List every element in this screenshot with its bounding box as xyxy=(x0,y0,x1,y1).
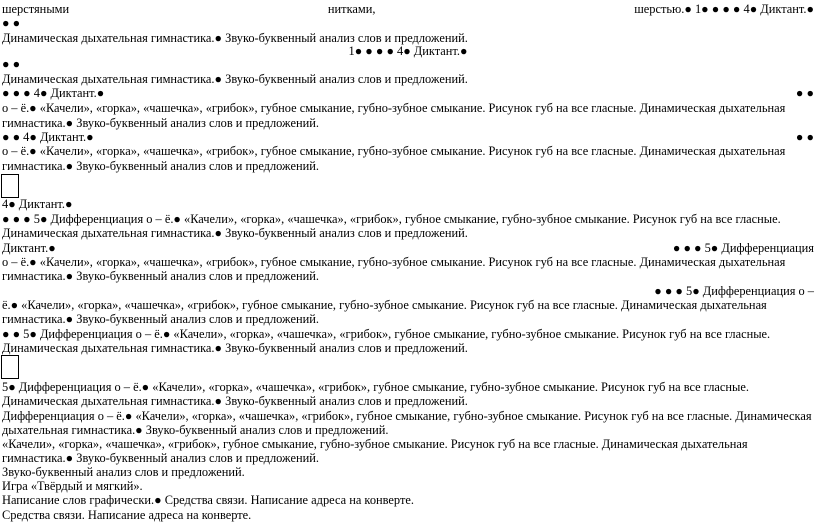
text-line: 1● ● ● ● 4● Диктант.● xyxy=(348,44,468,58)
text-line: о – ё.● «Качели», «горка», «чашечка», «грибок», губное смыкание, губно-зубное смыкание. Рисунок губ на все гласные. Динамическая дыхательная xyxy=(2,144,786,158)
text-line: ● ● xyxy=(2,16,21,30)
text-line: гимнастика.● Звуко-буквенный анализ слов и предложений. xyxy=(2,116,319,130)
word: шерстяными xyxy=(2,2,70,16)
text-line: ● ● ● 5● Дифференциация о – ё.● «Качели», «горка», «чашечка», «грибок», губное смыкание, губно-зубное смыкание. Рисунок губ на все гласные. xyxy=(2,212,781,226)
word: нитками, xyxy=(327,2,376,16)
text-line xyxy=(2,131,814,143)
text-fragment: ● ● xyxy=(795,86,814,100)
empty-box xyxy=(1,174,19,198)
text-fragment: ● ● ● 5● Дифференциация xyxy=(672,241,814,255)
text-line: Звуко-буквенный анализ слов и предложений. xyxy=(2,465,245,479)
text-line xyxy=(2,87,814,99)
word: шерстью.● 1● ● ● ● 4● Диктант.● xyxy=(634,2,814,16)
text-line: Динамическая дыхательная гимнастика.● Звуко-буквенный анализ слов и предложений. xyxy=(2,226,468,240)
text-line: ● ● ● 5● Дифференциация о – xyxy=(654,284,814,298)
text-line: «Качели», «горка», «чашечка», «грибок», губное смыкание, губно-зубное смыкание. Рисунок губ на все гласные. Динамическая дыхательная xyxy=(2,437,748,451)
text-line: гимнастика.● Звуко-буквенный анализ слов и предложений. xyxy=(2,159,319,173)
text-line: Динамическая дыхательная гимнастика.● Звуко-буквенный анализ слов и предложений. xyxy=(2,341,468,355)
text-line xyxy=(2,242,814,254)
text-line: Игра «Твёрдый и мягкий». xyxy=(2,479,143,493)
text-fragment: ● ● ● 4● Диктант.● xyxy=(2,86,105,100)
text-line: Написание слов графически.● Средства связи. Написание адреса на конверте. xyxy=(2,493,414,507)
text-line: Динамическая дыхательная гимнастика.● Звуко-буквенный анализ слов и предложений. xyxy=(2,31,468,45)
text-line: дыхательная гимнастика.● Звуко-буквенный анализ слов и предложений. xyxy=(2,423,389,437)
text-line: 5● Дифференциация о – ё.● «Качели», «горка», «чашечка», «грибок», губное смыкание, губно-зубное смыкание. Рисунок губ на все гласные. xyxy=(2,380,749,394)
text-line: Дифференциация о – ё.● «Качели», «горка», «чашечка», «грибок», губное смыкание, губно-зубное смыкание. Рисунок губ на все гласные. Динамическая xyxy=(2,409,812,423)
text-line: 4● Диктант.● xyxy=(2,197,73,211)
text-line: о – ё.● «Качели», «горка», «чашечка», «грибок», губное смыкание, губно-зубное смыкание. Рисунок губ на все гласные. Динамическая дыхательная xyxy=(2,255,786,269)
text-line: ё.● «Качели», «горка», «чашечка», «грибок», губное смыкание, губно-зубное смыкание. Рисунок губ на все гласные. Динамическая дыхательная xyxy=(2,298,767,312)
text-line: Динамическая дыхательная гимнастика.● Звуко-буквенный анализ слов и предложений. xyxy=(2,394,468,408)
text-line: гимнастика.● Звуко-буквенный анализ слов и предложений. xyxy=(2,451,319,465)
text-fragment: ● ● 4● Диктант.● xyxy=(2,130,94,144)
text-line: гимнастика.● Звуко-буквенный анализ слов и предложений. xyxy=(2,312,319,326)
text-line: гимнастика.● Звуко-буквенный анализ слов и предложений. xyxy=(2,269,319,283)
text-line: ● ● xyxy=(2,57,21,71)
text-line: Средства связи. Написание адреса на конверте. xyxy=(2,508,252,522)
text-line: ● ● 5● Дифференциация о – ё.● «Качели», «горка», «чашечка», «грибок», губное смыкание, губно-зубное смыкание. Рисунок губ на все гласные. xyxy=(2,327,771,341)
text-fragment: ● ● xyxy=(795,130,814,144)
text-line: Динамическая дыхательная гимнастика.● Звуко-буквенный анализ слов и предложений. xyxy=(2,72,468,86)
empty-box xyxy=(1,355,19,379)
text-fragment: Диктант.● xyxy=(2,241,56,255)
text-line xyxy=(2,3,814,15)
text-line: о – ё.● «Качели», «горка», «чашечка», «грибок», губное смыкание, губно-зубное смыкание. Рисунок губ на все гласные. Динамическая дыхательная xyxy=(2,101,786,115)
